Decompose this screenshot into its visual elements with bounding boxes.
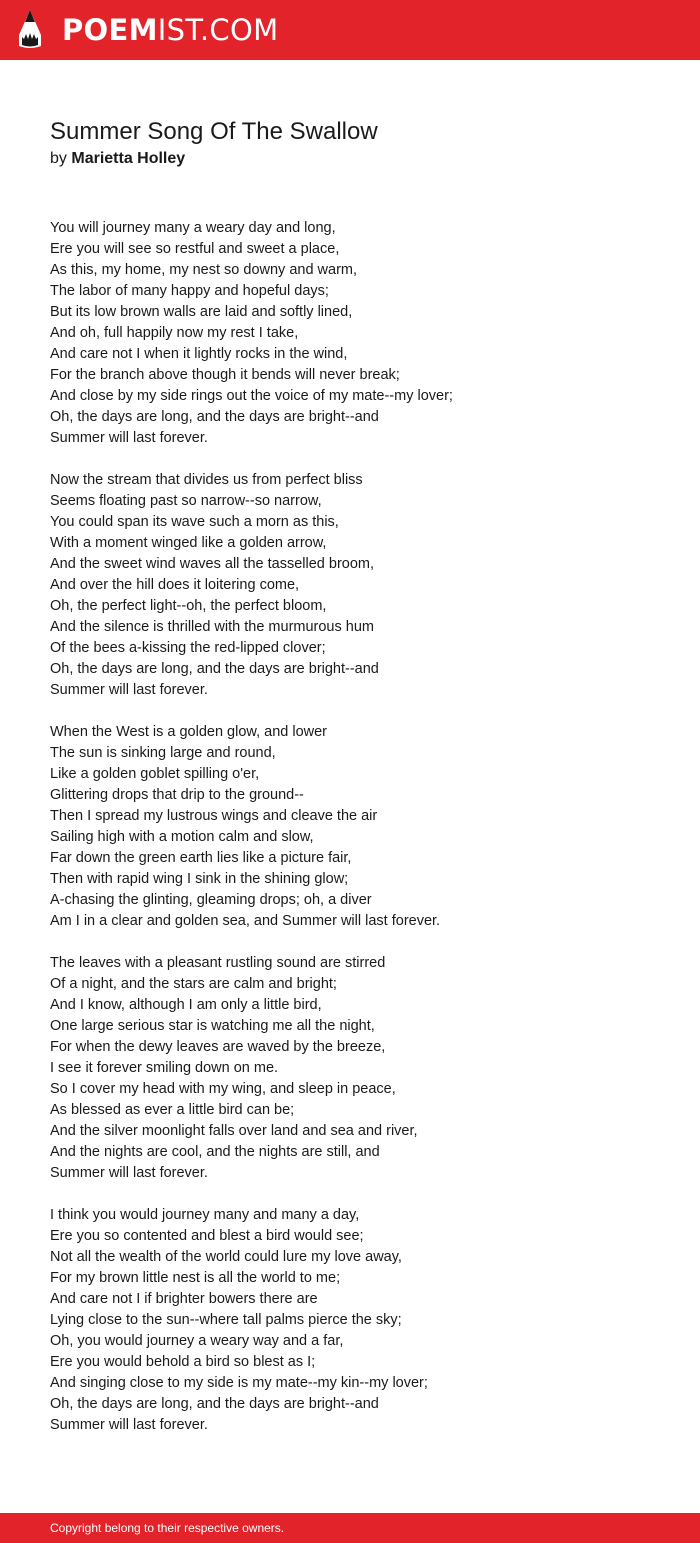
poem-line: Oh, the days are long, and the days are bright--and (50, 409, 379, 425)
poem-line: And care not I when it lightly rocks in the wind, (50, 346, 348, 362)
poem-byline (50, 149, 185, 169)
site-footer (0, 1513, 700, 1543)
poem-line: And care not I if brighter bowers there are (50, 1291, 318, 1307)
poem-line: And the silver moonlight falls over land and sea and river, (50, 1123, 418, 1139)
poem-line: With a moment winged like a golden arrow, (50, 535, 327, 551)
poem-line: As this, my home, my nest so downy and warm, (50, 262, 358, 278)
poem-line: When the West is a golden glow, and lower (50, 724, 328, 740)
author-name: Marietta Holley (71, 150, 186, 167)
poem-stanza (50, 953, 650, 1184)
poem-line: I see it forever smiling down on me. (50, 1060, 279, 1076)
by-prefix: by (50, 150, 67, 167)
poem-line: As blessed as ever a little bird can be; (50, 1102, 295, 1118)
poem-line: And close by my side rings out the voice of my mate--my lover; (50, 388, 453, 404)
copyright-text: Copyright belong to their respective owners. (50, 1521, 285, 1535)
poem-line: Then I spread my lustrous wings and cleave the air (50, 808, 378, 824)
site-header (0, 0, 700, 60)
pencil-logo-icon[interactable] (17, 9, 43, 51)
poem-line: A-chasing the glinting, gleaming drops; oh, a diver (50, 892, 372, 908)
poem-line: Now the stream that divides us from perfect bliss (50, 472, 363, 488)
poem-line: Of the bees a-kissing the red-lipped clover; (50, 640, 326, 656)
poem-line: Oh, the days are long, and the days are bright--and (50, 1396, 379, 1412)
poem-line: For when the dewy leaves are waved by the breeze, (50, 1039, 386, 1055)
poem-line: And over the hill does it loitering come, (50, 577, 300, 593)
poem-line: And oh, full happily now my rest I take, (50, 325, 299, 341)
poem-stanza (50, 1205, 650, 1436)
poem-line: Ere you would behold a bird so blest as I; (50, 1354, 316, 1370)
poem-line: You will journey many a weary day and long, (50, 220, 336, 236)
logo-light: IST.COM (157, 13, 279, 47)
poem-line: I think you would journey many and many a day, (50, 1207, 360, 1223)
poem-line: Sailing high with a motion calm and slow, (50, 829, 314, 845)
poem-line: Summer will last forever. (50, 430, 208, 446)
poem-line: Far down the green earth lies like a picture fair, (50, 850, 352, 866)
poem-line: And the silence is thrilled with the murmurous hum (50, 619, 374, 635)
poem-line: Then with rapid wing I sink in the shining glow; (50, 871, 349, 887)
poem-line: Ere you so contented and blest a bird would see; (50, 1228, 364, 1244)
poem-stanza (50, 218, 650, 449)
poem-line: So I cover my head with my wing, and sleep in peace, (50, 1081, 396, 1097)
poem-line: The sun is sinking large and round, (50, 745, 276, 761)
poem-stanza (50, 470, 650, 701)
poem-line: Am I in a clear and golden sea, and Summer will last forever. (50, 913, 441, 929)
poem-line: But its low brown walls are laid and softly lined, (50, 304, 353, 320)
poem-line: Of a night, and the stars are calm and bright; (50, 976, 337, 992)
poem-line: The leaves with a pleasant rustling sound are stirred (50, 955, 386, 971)
poem-line: Summer will last forever. (50, 1417, 208, 1433)
poem-line: Oh, you would journey a weary way and a far, (50, 1333, 344, 1349)
poem-line: Not all the wealth of the world could lure my love away, (50, 1249, 402, 1265)
poem-line: Like a golden goblet spilling o'er, (50, 766, 260, 782)
poem-line: Lying close to the sun--where tall palms pierce the sky; (50, 1312, 402, 1328)
poem-line: Seems floating past so narrow--so narrow, (50, 493, 322, 509)
poem-line: Oh, the perfect light--oh, the perfect bloom, (50, 598, 327, 614)
poem-line: Summer will last forever. (50, 682, 208, 698)
poem-stanza (50, 722, 650, 932)
logo-bold: POEM (62, 13, 158, 47)
poem-line: One large serious star is watching me all the night, (50, 1018, 375, 1034)
poem-line: For the branch above though it bends will never break; (50, 367, 400, 383)
poem-body (50, 218, 650, 1457)
poem-line: The labor of many happy and hopeful days; (50, 283, 329, 299)
poem-line: Glittering drops that drip to the ground-- (50, 787, 304, 803)
poem-line: You could span its wave such a morn as this, (50, 514, 339, 530)
poem-line: Oh, the days are long, and the days are bright--and (50, 661, 379, 677)
poem-line: Ere you will see so restful and sweet a place, (50, 241, 340, 257)
poem-line: Summer will last forever. (50, 1165, 208, 1181)
poem-line: And the nights are cool, and the nights are still, and (50, 1144, 380, 1160)
poem-line: For my brown little nest is all the world to me; (50, 1270, 341, 1286)
poem-line: And the sweet wind waves all the tasselled broom, (50, 556, 375, 572)
poem-title: Summer Song Of The Swallow (50, 118, 378, 145)
poem-line: And singing close to my side is my mate--my kin--my lover; (50, 1375, 428, 1391)
site-logo-text[interactable] (62, 13, 278, 47)
poem-line: And I know, although I am only a little bird, (50, 997, 322, 1013)
